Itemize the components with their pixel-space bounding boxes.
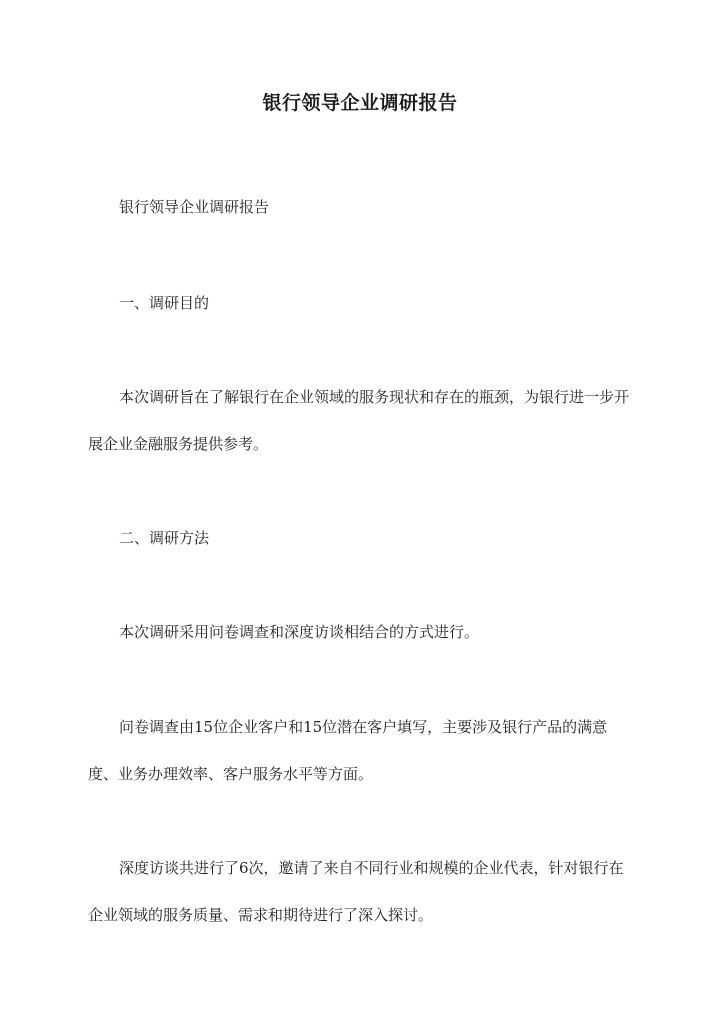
section-heading-method: 二、调研方法 — [119, 529, 210, 547]
paragraph-method-overview: 本次调研采用问卷调查和深度访谈相结合的方式进行。 — [119, 623, 480, 641]
section-heading-purpose: 一、调研目的 — [119, 294, 210, 312]
paragraph-purpose: 本次调研旨在了解银行在企业领域的服务现状和存在的瓶颈，为银行进一步开展企业金融服务提供参考。 — [88, 388, 630, 453]
paragraph-questionnaire: 问卷调查由15位企业客户和15位潜在客户填写，主要涉及银行产品的满意度、业务办理效率、客户服务水平等方面。 — [88, 718, 608, 783]
document-subtitle: 银行领导企业调研报告 — [119, 198, 270, 216]
document-title: 银行领导企业调研报告 — [262, 92, 458, 114]
paragraph-interviews: 深度访谈共进行了6次，邀请了来自不同行业和规模的企业代表，针对银行在企业领域的服务质量、需求和期待进行了深入探讨。 — [88, 859, 624, 924]
